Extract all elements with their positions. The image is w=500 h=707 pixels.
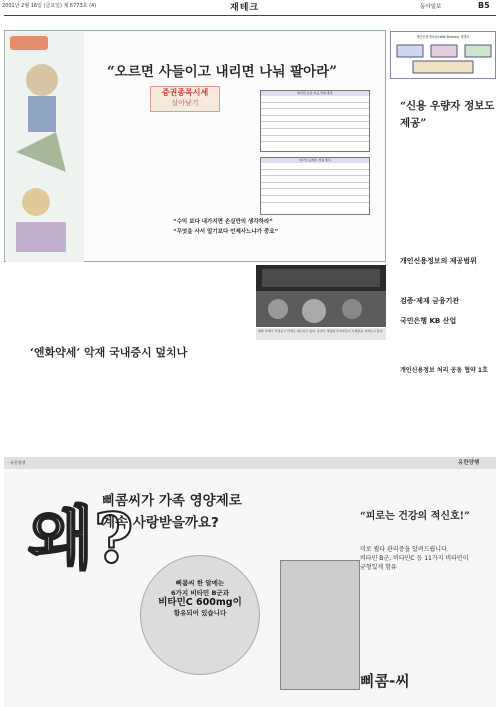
credit-bureau-diagram (390, 31, 496, 79)
ad-headline-line-2: 계속 사랑받을까요? (102, 515, 219, 531)
right-column-sub-2: 검증·제재 금융기관 (400, 297, 460, 305)
table-row (261, 170, 369, 177)
table-row (261, 116, 369, 123)
feature-headline: “오르면 사들이고 내리면 나눠 팔아라” (107, 64, 337, 80)
right-column-sub-1: 개인신용정보의 제공범위 (400, 257, 477, 265)
ad-circle-line-2: 6가지 비타민 B군과 (171, 589, 229, 597)
ad-top-strip: 유한양행 (4, 457, 496, 469)
ad-brand-name: 삐콤-씨 (360, 672, 410, 690)
ad-headline-line-1: 삐콤씨가 가족 영양제로 (102, 493, 242, 509)
column-logo-title: 증권종목시세 (161, 88, 209, 97)
page-number: B5 (478, 1, 490, 10)
right-column-sub-4: 개인신용정보 처리 공동 협약 1호 (400, 367, 488, 374)
ad-circle-line-3: 비타민C 600mg이 (158, 597, 242, 608)
header-date: 2001년 2월 16일 (금요일) 제 6773호 (4) (2, 3, 97, 9)
feature-subhead-2: “무엇을 사서 얼기보다 언제사느냐가 중요” (173, 229, 279, 235)
table-row (261, 176, 369, 183)
stock-table-2 (260, 157, 370, 215)
table-row (261, 96, 369, 103)
photo-caption: 엔화 약세가 국내증시 악재로 대두되고 있다. 증권사 객장의 투자자들이 시세판을 지켜보고 있다. (256, 328, 386, 340)
table-1-title: 외국인 보유 비율 상위 종목 (261, 91, 369, 96)
column-logo-sub: 살아남기 (171, 99, 199, 107)
table-row (261, 183, 369, 190)
table-row (261, 189, 369, 196)
column-logo (150, 86, 220, 112)
table-row (261, 196, 369, 203)
table-row (261, 163, 369, 170)
ad-product-text (360, 545, 490, 572)
ad-quote: “피로는 건강의 적신호!” (360, 511, 470, 522)
right-column-headline: “신용 우량자 정보도 제공” (400, 100, 495, 129)
diagram-title: 개인신용정보(Credit Bureau) 체계도 (416, 35, 470, 39)
section-title: 재테크 (230, 3, 260, 13)
feature-subhead-1: “수익 보다 내가지면 손실만의 생각하라” (173, 219, 273, 225)
table-row (261, 136, 369, 143)
table-2-title: 외국인 순매수 상위 종목 (261, 158, 369, 163)
ad-product-package (280, 560, 360, 690)
table-row (261, 103, 369, 110)
ad-question-mark: 왜? (28, 499, 134, 579)
ad-product-line-2: 비타민 B군, 비타민C 등 11가지 비타민이 (360, 555, 469, 562)
feature-illustration (6, 32, 84, 262)
ad-circle-line-1: 삐콤씨 한 알에는 (175, 579, 225, 587)
article-headline-yen: ‘엔화약세’ 악재 국내증시 덮치나 (30, 346, 188, 359)
ad-circle-line-4: 함유되어 있습니다 (173, 609, 227, 617)
ad-company-logo: 유한양행 (458, 460, 480, 466)
right-column-sub-3: 국민은행 KB 산업 (400, 317, 457, 325)
ad-headline (102, 490, 342, 534)
ad-info-circle (140, 555, 260, 675)
stock-exchange-photo (256, 265, 386, 327)
stock-table-1 (260, 90, 370, 152)
table-row (261, 109, 369, 116)
table-row (261, 129, 369, 136)
newspaper-name: 동아일보 (420, 4, 442, 10)
ad-product-line-1: 미로 퀼다 관리중을 알려드립니다. (360, 546, 449, 553)
ad-product-line-3: 균형있게 함유 (360, 564, 397, 571)
table-row (261, 122, 369, 129)
